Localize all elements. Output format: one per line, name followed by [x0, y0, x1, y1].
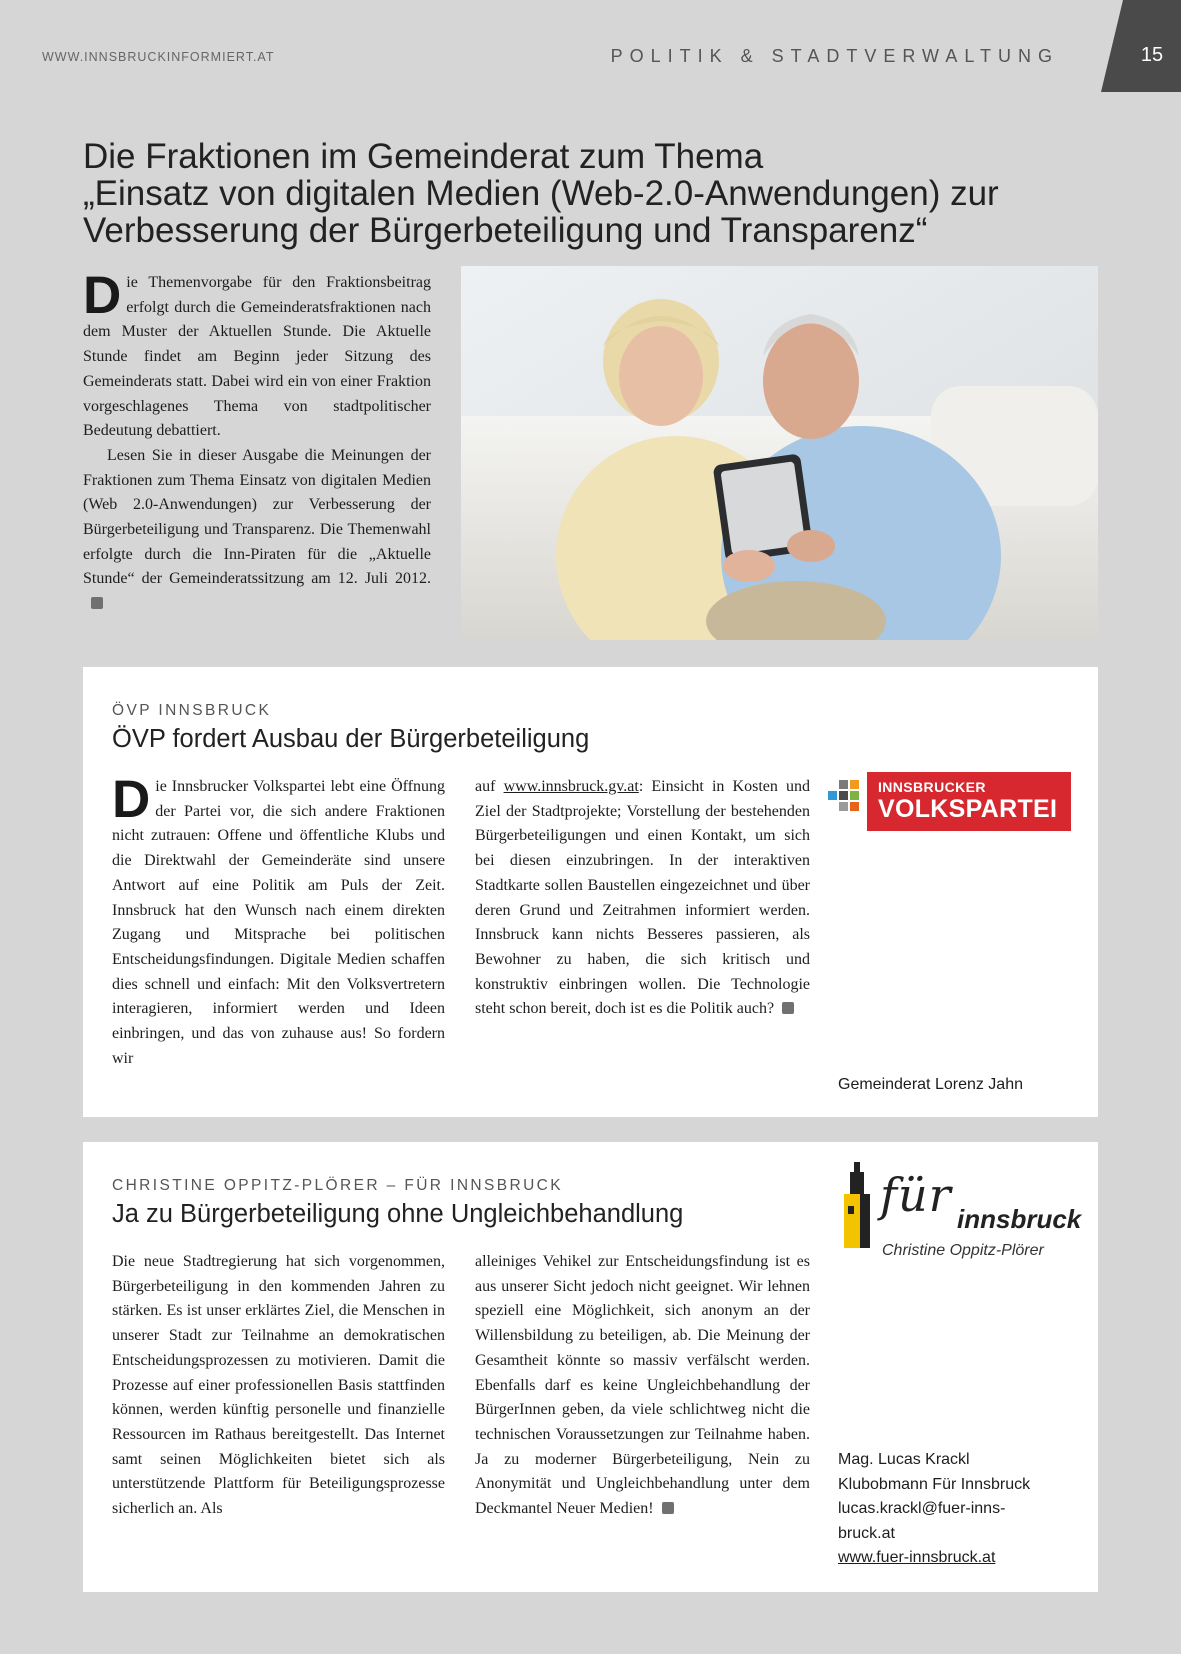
oevp-kicker: ÖVP INNSBRUCK: [112, 702, 272, 719]
fi-column-2: [475, 1250, 810, 1522]
main-heading: [83, 138, 1093, 249]
fi-kicker: CHRISTINE OPPITZ-PLÖRER – FÜR INNSBRUCK: [112, 1177, 564, 1194]
fi-signature-email-1[interactable]: lucas.krackl@fuer-inns-: [838, 1500, 1006, 1517]
fi-signature: [838, 1448, 1030, 1571]
oevp-column-2: [475, 775, 810, 1022]
oevp-column-2-pre: auf: [475, 778, 504, 795]
intro-paragraph-2-text: Lesen Sie in dieser Ausgabe die Meinungen der Fraktionen zum Thema Einsatz von digitalen Medien (Web 2.0-Anwendungen) zur Verbesserung der Bürgerbeteiligung und Transparenz. Die Themenwahl erfolgte durch die Inn-Piraten für die „Aktuelle Stunde“ der Gemeinderatssitzung am 12. Juli 2012.: [83, 446, 431, 588]
fi-signature-email-2[interactable]: bruck.at: [838, 1524, 895, 1542]
intro-paragraph-2: [83, 444, 431, 617]
oevp-column-1-text: ie Innsbrucker Volkspartei lebt eine Öffnung der Partei vor, die sich andere Fraktionen nicht zutrauen: Offene und öffentliche Klubs und die Direktwahl der Gemeinderäte sind unsere Antwort auf eine Politik am Puls der Zeit. Innsbruck hat den Wunsch nach einem direkten Zugang und Mitsprache bei politischen Entscheidungsfindungen. Digitale Medien schaffen dies schnell und einfach: Mit den Volksvertretern interagieren, informiert werden und Ideen einbringen, und das von zuhause aus! So fordern wir: [112, 778, 445, 1067]
oevp-signature: Gemeinderat Lorenz Jahn: [838, 1076, 1023, 1093]
tower-icon: [838, 1162, 878, 1248]
fi-logo-fuer: für: [880, 1168, 952, 1222]
fi-column-2-text: alleiniges Vehikel zur Entscheidungsfindung ist es aus unserer Sicht jedoch nicht geeignet. Wir lehnen speziell eine Möglichkeit, sich anonym an der Willensbildung zu beteiligen, ab. Die Meinung der Gesamtheit könnte so massiv verfälscht werden. Ebenfalls darf es keine Ungleichbehandlung der BürgerInnen geben, da viele schlichtweg nicht die technischen Voraussetzungen zur Teilnahme haben. Ja zu moderner Bürgerbeteiligung, Nein zu Anonymität und Ungleichbehandlung unter dem Deckmantel Neuer Medien!: [475, 1253, 810, 1518]
oevp-website-link[interactable]: www.innsbruck.gv.at: [503, 778, 639, 795]
page-number: 15: [1140, 44, 1164, 66]
oevp-logo-line-1: INNSBRUCKER: [878, 779, 986, 795]
fi-column-1: [112, 1250, 445, 1522]
oevp-column-2-text: : Einsicht in Kosten und Ziel der Stadtprojekte; Vorstellung der bestehenden Bürgerbeteiligungen und einen Kontakt, um sich bei diesen einzubringen. In der interaktiven Stadtkarte sollen Baustellen eingezeichnet und über deren Grund und Zeitrahmen informiert werden. Innsbruck kann nichts Besseres passieren, als Bewohner zu haben, die sich kritisch und konstruktiv einbringen wollen. Die Technologie steht schon bereit, doch ist es die Politik auch?: [475, 778, 811, 1018]
oevp-column-1: [112, 770, 445, 1071]
fi-signature-role: Klubobmann Für Innsbruck: [838, 1475, 1031, 1493]
intro-paragraph-1: [83, 266, 431, 444]
fi-title: Ja zu Bürgerbeteiligung ohne Ungleichbehandlung: [112, 1200, 684, 1228]
fi-logo-innsbruck: innsbruck: [957, 1204, 1082, 1234]
fi-column-1-text: Die neue Stadtregierung hat sich vorgenommen, Bürgerbeteiligung in den kommenden Jahren zu stärken. Es ist unser erklärtes Ziel, die Menschen in unserer Stadt zur Teilnahme an demokratischen Entscheidungsprozessen zu motivieren. Damit die Prozesse auf einer professionellen Basis stattfinden können, werden künftig personelle und finanzielle Ressourcen im Rathaus bereitgestellt. Das Internet samt seinen Möglichkeiten bietet sich als unterstützende Plattform für Beteiligungsprozesse sicherlich an. Als: [112, 1253, 445, 1518]
end-mark-icon: [91, 597, 103, 609]
section-title: POLITIK & STADTVERWALTUNG: [610, 46, 1059, 66]
fi-logo-person: Christine Oppitz-Plörer: [882, 1242, 1044, 1259]
oevp-logo-line-2: VOLKSPARTEI: [878, 795, 1058, 823]
main-heading-line-3: Verbesserung der Bürgerbeteiligung und Transparenz“: [83, 211, 928, 250]
end-mark-icon: [782, 1002, 794, 1014]
fi-website-link[interactable]: www.fuer-innsbruck.at: [838, 1549, 996, 1566]
oevp-logo: [826, 772, 1071, 832]
site-url: WWW.INNSBRUCKINFORMIERT.AT: [42, 50, 275, 64]
fuer-innsbruck-logo: [838, 1162, 1093, 1262]
oevp-title: ÖVP fordert Ausbau der Bürgerbeteiligung: [112, 725, 590, 753]
oevp-dropcap: D: [112, 770, 151, 829]
intro-dropcap: D: [83, 266, 122, 325]
oevp-article: [83, 667, 1098, 1117]
couple-with-tablet-photo: [461, 266, 1098, 640]
intro-paragraph-1-text: ie Themenvorgabe für den Fraktionsbeitrag erfolgt durch die Gemeinderatsfraktionen nach dem Muster der Aktuellen Stunde. Die Aktuelle Stunde findet am Beginn jeder Sitzung des Gemeinderats statt. Dabei wird ein von einer Fraktion vorgeschlagenes Thema von stadtpolitischer Bedeutung debattiert.: [83, 274, 431, 440]
fuer-innsbruck-article: [83, 1142, 1098, 1592]
main-heading-line-2: „Einsatz von digitalen Medien (Web-2.0-Anwendungen) zur: [83, 174, 999, 213]
main-heading-line-1: Die Fraktionen im Gemeinderat zum Thema: [83, 137, 764, 176]
fi-signature-name: Mag. Lucas Krackl: [838, 1451, 970, 1468]
end-mark-icon: [662, 1502, 674, 1514]
intro-text: [83, 266, 431, 617]
